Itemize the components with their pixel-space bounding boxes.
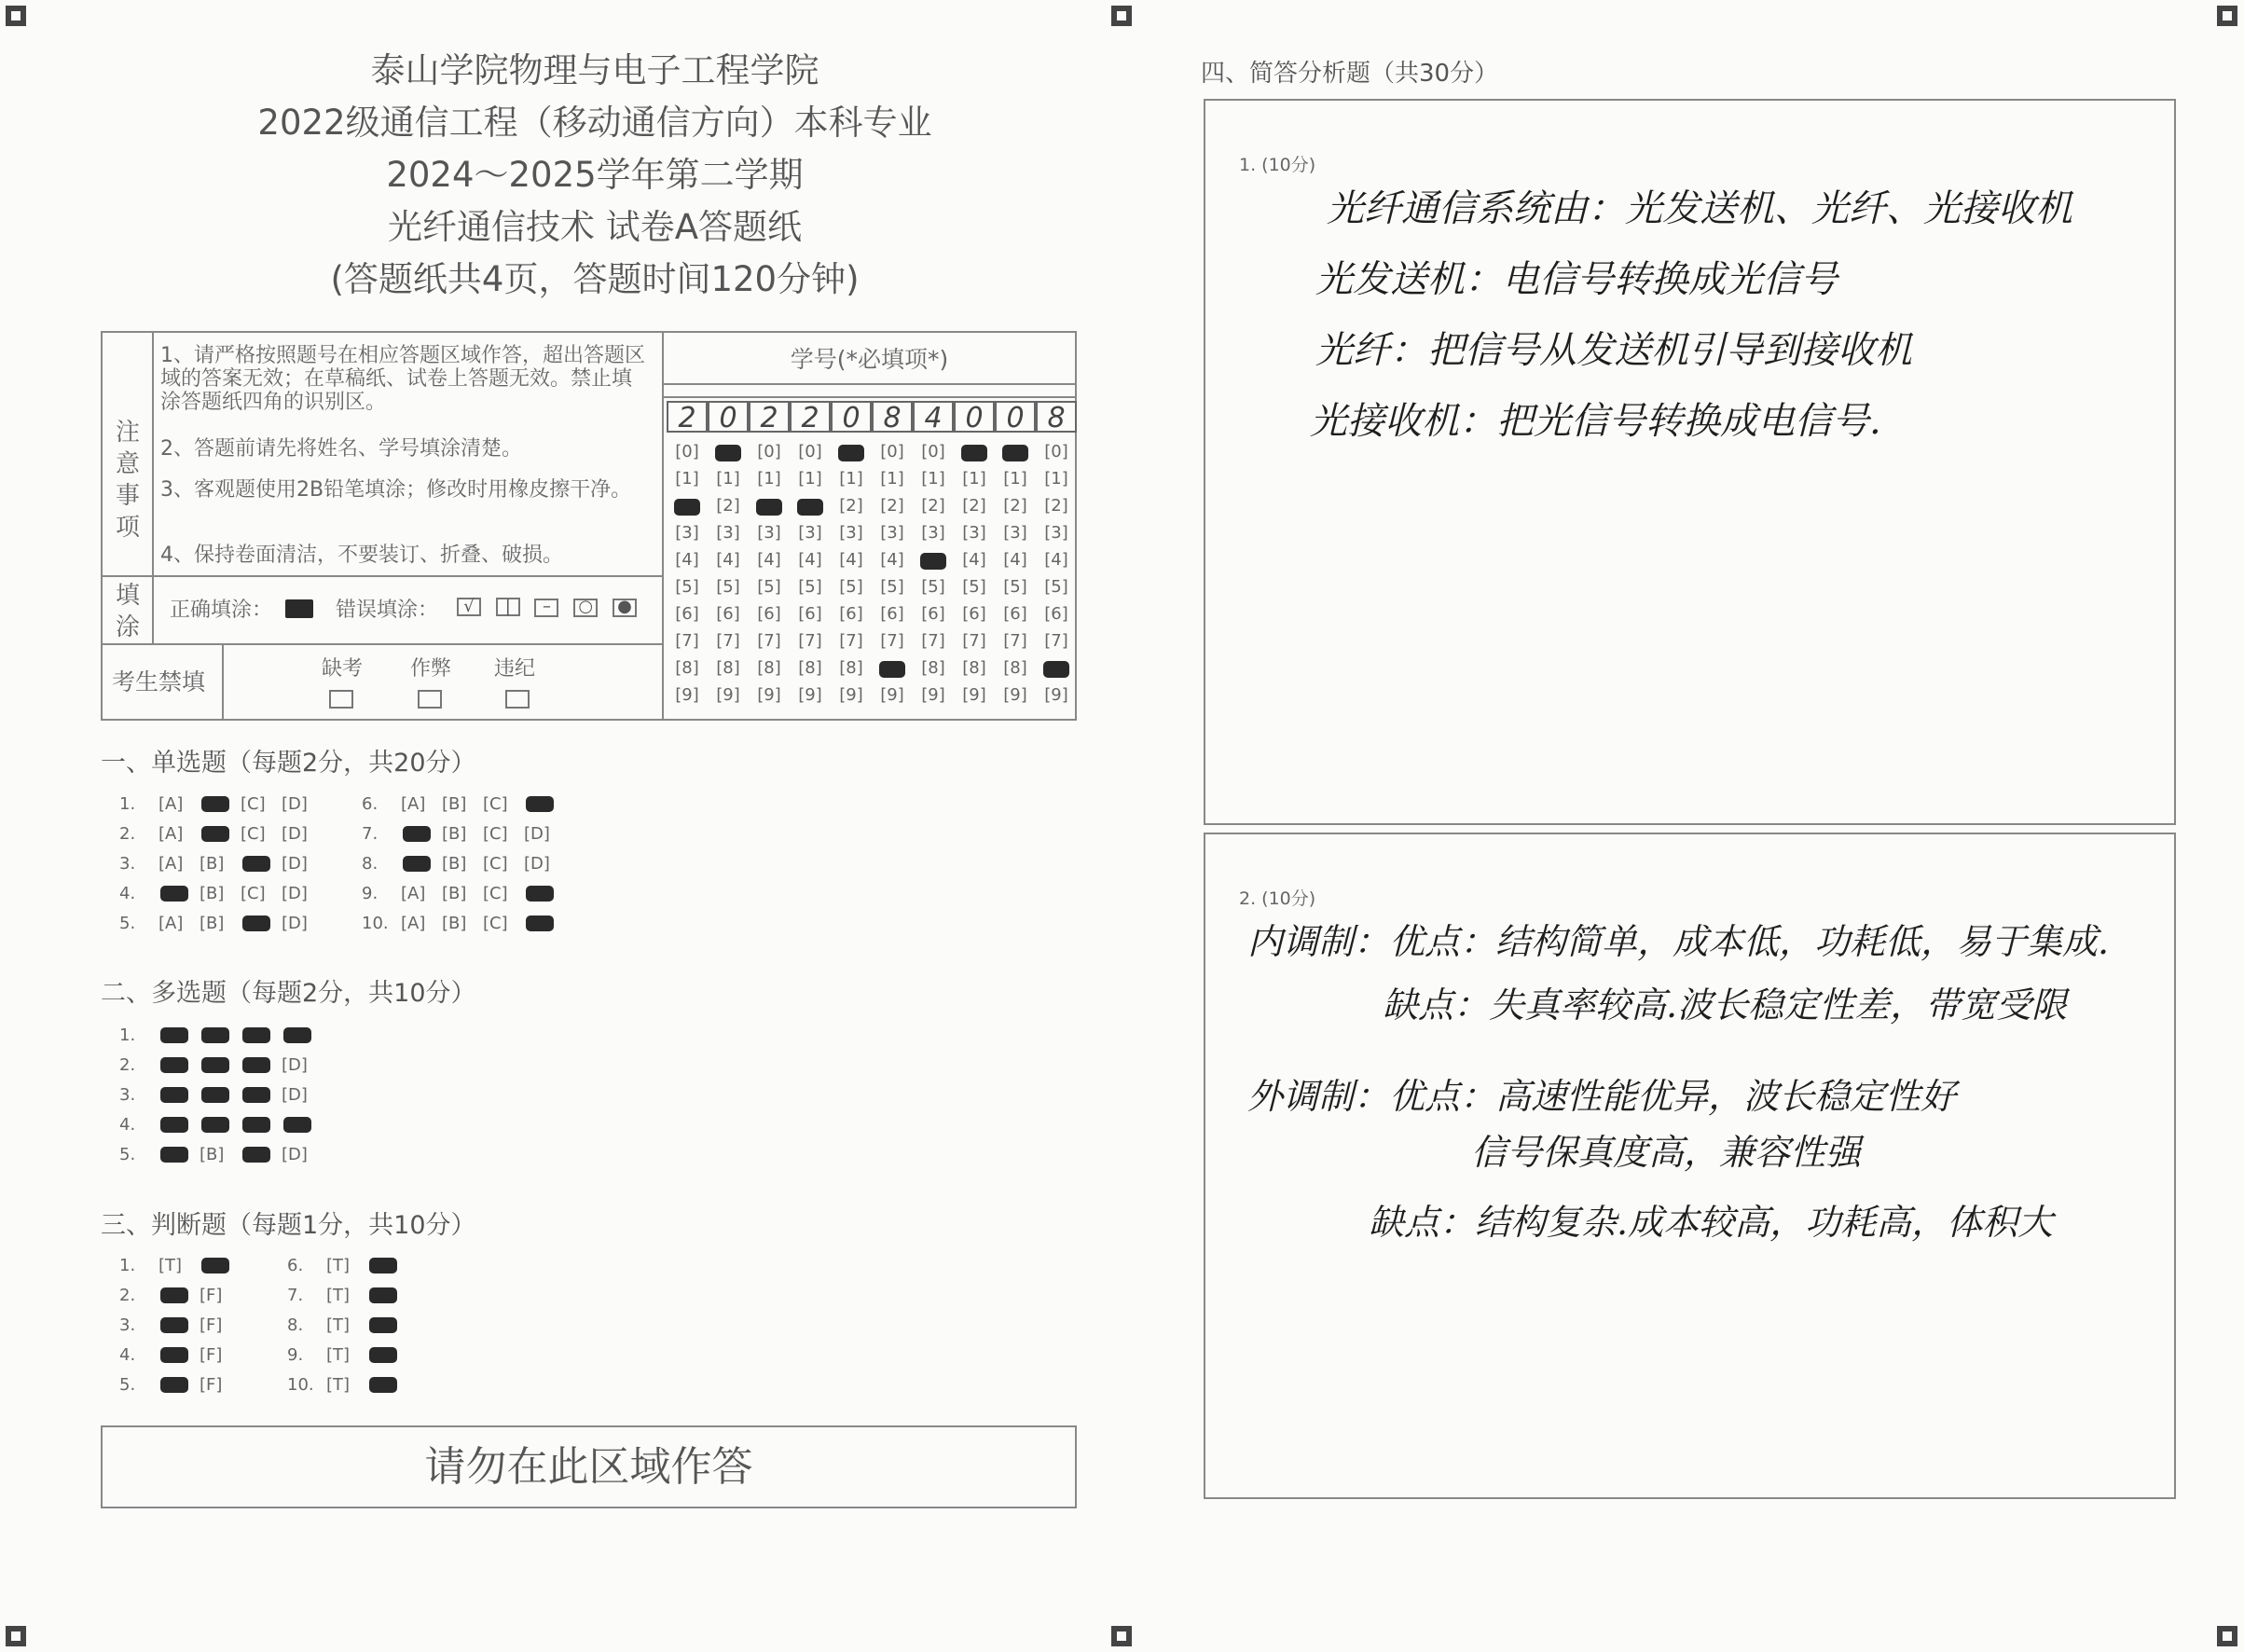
question-number: 9. [287, 1345, 304, 1365]
student-id-digit: 0 [954, 401, 995, 433]
q2-points: 2. (10分) [1239, 888, 1316, 909]
question-number: 7. [287, 1286, 304, 1305]
student-id-bubble[interactable]: [3] [798, 523, 822, 543]
student-id-bubble[interactable]: [1] [716, 469, 740, 489]
answer-bubble[interactable]: [T] [158, 1256, 183, 1275]
answer-bubble-filled[interactable] [160, 1027, 188, 1043]
answer-bubble[interactable]: [T] [326, 1345, 351, 1365]
fill-label: 填涂 [115, 582, 140, 641]
answer-bubble-filled[interactable] [242, 1147, 270, 1163]
answer-bubble[interactable]: [F] [200, 1315, 223, 1335]
answer-bubble-filled[interactable] [160, 1377, 188, 1393]
student-id-bubble[interactable]: [5] [839, 577, 863, 597]
student-id-bubble[interactable]: [6] [757, 604, 781, 624]
student-id-bubble[interactable]: [5] [798, 577, 822, 597]
q1-line-2: 光发送机：电信号转换成光信号 [1315, 258, 1838, 301]
student-id-bubble[interactable]: [7] [757, 631, 781, 651]
answer-bubble[interactable]: [B] [442, 854, 467, 874]
student-id-bubble[interactable]: [9] [839, 685, 863, 705]
answer-bubble[interactable]: [D] [282, 1145, 308, 1164]
answer-bubble[interactable]: [B] [200, 854, 225, 874]
answer-bubble-filled[interactable] [160, 1117, 188, 1133]
question-number: 6. [287, 1256, 304, 1275]
student-id-bubble[interactable]: [2] [1003, 496, 1027, 516]
answer-bubble-filled[interactable] [160, 1287, 188, 1303]
correct-fill-sample [285, 599, 313, 618]
header-exam: 光纤通信技术 试卷A答题纸 [387, 207, 803, 247]
answer-bubble-filled[interactable] [201, 1057, 229, 1073]
student-id-bubble[interactable]: [7] [880, 631, 904, 651]
answer-bubble[interactable]: [A] [158, 914, 184, 933]
answer-bubble-filled[interactable] [369, 1287, 397, 1303]
question-number: 2. [119, 1286, 136, 1305]
question-number: 5. [119, 914, 136, 933]
answer-bubble-filled[interactable] [201, 1087, 229, 1103]
question-number: 3. [119, 854, 136, 874]
question-number: 2. [119, 824, 136, 844]
student-id-title: 学号(*必填项*) [790, 346, 949, 373]
answer-bubble[interactable]: [B] [442, 914, 467, 933]
notice-item-4: 4、保持卷面清洁，不要装订、折叠、破损。 [160, 544, 563, 567]
correct-fill-label: 正确填涂： [170, 599, 273, 622]
student-id-bubble[interactable]: [7] [921, 631, 945, 651]
notice-item-3: 3、客观题使用2B铅笔填涂；修改时用橡皮擦干净。 [160, 478, 632, 502]
notice-item-2: 2、答题前请先将姓名、学号填涂清楚。 [160, 437, 522, 461]
answer-bubble[interactable]: [D] [282, 914, 308, 933]
student-id-bubble[interactable]: [8] [675, 658, 699, 678]
answer-bubble-filled[interactable] [201, 1117, 229, 1133]
student-id-bubble-filled[interactable] [879, 661, 905, 678]
answer-bubble[interactable]: [T] [326, 1286, 351, 1305]
answer-bubble-filled[interactable] [526, 915, 554, 931]
answer-bubble-filled[interactable] [201, 826, 229, 842]
question-number: 5. [119, 1145, 136, 1164]
student-id-bubble[interactable]: [1] [1044, 469, 1068, 489]
question-number: 8. [287, 1315, 304, 1335]
q2-line-4: 信号保真度高，兼容性强 [1471, 1132, 1862, 1173]
student-id-bubble[interactable]: [6] [798, 604, 822, 624]
answer-bubble-filled[interactable] [403, 856, 431, 872]
student-id-bubble[interactable]: [6] [716, 604, 740, 624]
student-id-bubble-filled[interactable] [797, 499, 823, 516]
short-answer-title: 四、简答分析题（共30分） [1201, 60, 1499, 88]
registration-mark [2217, 1626, 2237, 1646]
answer-bubble-filled[interactable] [201, 796, 229, 812]
answer-bubble[interactable]: [F] [200, 1375, 223, 1395]
student-id-bubble[interactable]: [6] [962, 604, 986, 624]
answer-bubble-filled[interactable] [242, 1087, 270, 1103]
student-id-bubble[interactable]: [1] [798, 469, 822, 489]
circle-icon: ○ [573, 599, 598, 617]
q2-line-5: 缺点：结构复杂.成本较高，功耗高，体积大 [1369, 1202, 2054, 1243]
flag-absent: 缺考 [322, 657, 364, 681]
student-id-bubble[interactable]: [8] [921, 658, 945, 678]
answer-bubble-filled[interactable] [160, 1057, 188, 1073]
answer-bubble-filled[interactable] [369, 1347, 397, 1363]
student-id-bubble[interactable]: [2] [839, 496, 863, 516]
question-number: 4. [119, 1345, 136, 1365]
answer-bubble-filled[interactable] [160, 1317, 188, 1333]
answer-bubble-filled[interactable] [242, 915, 270, 931]
answer-bubble-filled[interactable] [283, 1117, 311, 1133]
student-id-bubble[interactable]: [6] [921, 604, 945, 624]
student-id-bubble[interactable]: [8] [839, 658, 863, 678]
q2-line-2: 缺点：失真率较高.波长稳定性差，带宽受限 [1383, 984, 2068, 1026]
notice-label: 注意事项 [115, 419, 140, 542]
dash-icon: – [534, 599, 558, 617]
answer-bubble[interactable]: [C] [483, 884, 508, 903]
student-id-bubble[interactable]: [2] [1044, 496, 1068, 516]
answer-bubble[interactable]: [B] [442, 824, 467, 844]
student-id-bubble[interactable]: [1] [921, 469, 945, 489]
student-id-bubble[interactable]: [2] [921, 496, 945, 516]
student-id-digit: 2 [667, 401, 708, 433]
answer-bubble[interactable]: [C] [241, 794, 266, 814]
student-id-bubble-filled[interactable] [715, 445, 741, 461]
student-id-bubble[interactable]: [0] [757, 442, 781, 461]
student-id-digit: 0 [831, 401, 872, 433]
answer-bubble-filled[interactable] [369, 1258, 397, 1273]
student-id-digit: 8 [872, 401, 913, 433]
answer-bubble[interactable]: [B] [200, 884, 225, 903]
student-id-bubble[interactable]: [5] [716, 577, 740, 597]
question-number: 9. [362, 884, 379, 903]
judge-title: 三、判断题（每题1分，共10分） [101, 1211, 476, 1240]
answer-bubble[interactable]: [B] [442, 794, 467, 814]
answer-bubble[interactable]: [D] [524, 824, 550, 844]
student-id-bubble[interactable]: [1] [1003, 469, 1027, 489]
student-id-bubble[interactable]: [3] [716, 523, 740, 543]
q1-line-1: 光纤通信系统由：光发送机、光纤、光接收机 [1327, 187, 2072, 230]
student-id-bubble[interactable]: [6] [880, 604, 904, 624]
answer-bubble-filled[interactable] [160, 1347, 188, 1363]
q1-line-4: 光接收机：把光信号转换成电信号. [1310, 400, 1881, 443]
header-note: (答题纸共4页，答题时间120分钟) [330, 259, 860, 299]
student-id-bubble[interactable]: [4] [839, 550, 863, 570]
answer-bubble-filled[interactable] [403, 826, 431, 842]
answer-bubble[interactable]: [C] [483, 794, 508, 814]
student-id-bubble[interactable]: [2] [880, 496, 904, 516]
answer-bubble-filled[interactable] [242, 1057, 270, 1073]
student-id-bubble-filled[interactable] [756, 499, 782, 516]
student-id-digit: 0 [708, 401, 749, 433]
registration-mark [1111, 1626, 1132, 1646]
student-id-bubble[interactable]: [2] [962, 496, 986, 516]
student-id-bubble[interactable]: [0] [1044, 442, 1068, 461]
student-id-bubble[interactable]: [5] [962, 577, 986, 597]
student-id-digit: 2 [790, 401, 831, 433]
student-id-bubble[interactable]: [5] [757, 577, 781, 597]
student-id-bubble[interactable]: [7] [716, 631, 740, 651]
wrong-fill-samples [457, 597, 637, 617]
student-id-bubble[interactable]: [9] [757, 685, 781, 705]
student-id-bubble[interactable]: [8] [1003, 658, 1027, 678]
student-id-bubble[interactable]: [4] [675, 550, 699, 570]
dot-icon: ● [613, 599, 637, 617]
student-id-bubble[interactable]: [9] [1003, 685, 1027, 705]
answer-bubble-filled[interactable] [160, 1087, 188, 1103]
student-id-bubble[interactable]: [1] [757, 469, 781, 489]
forbid-label: 考生禁填 [112, 668, 206, 695]
question-number: 10. [362, 914, 389, 933]
student-id-bubble[interactable]: [5] [675, 577, 699, 597]
single-choice-title: 一、单选题（每题2分，共20分） [101, 749, 476, 778]
answer-bubble-filled[interactable] [160, 1147, 188, 1163]
q2-line-3: 外调制：优点：高速性能优异，波长稳定性好 [1247, 1076, 1957, 1117]
student-id-bubble[interactable]: [0] [880, 442, 904, 461]
registration-mark [6, 6, 26, 26]
student-id-bubble[interactable]: [1] [962, 469, 986, 489]
student-id-bubble[interactable]: [4] [1044, 550, 1068, 570]
student-id-bubble[interactable]: [7] [1044, 631, 1068, 651]
answer-bubble[interactable]: [T] [326, 1256, 351, 1275]
wrong-fill-label: 错误填涂： [336, 599, 439, 622]
answer-bubble[interactable]: [B] [200, 1145, 225, 1164]
student-id-bubble[interactable]: [4] [716, 550, 740, 570]
answer-bubble[interactable]: [F] [200, 1286, 223, 1305]
notice-item-1: 1、请严格按照题号在相应答题区域作答，超出答题区域的答案无效；在草稿纸、试卷上答题无效。禁止填涂答题纸四角的识别区。 [160, 344, 645, 414]
student-id-bubble[interactable]: [7] [962, 631, 986, 651]
q1-points: 1. (10分) [1239, 155, 1316, 175]
student-id-bubble[interactable]: [4] [1003, 550, 1027, 570]
student-id-bubble[interactable]: [8] [757, 658, 781, 678]
answer-bubble-filled[interactable] [369, 1317, 397, 1333]
answer-box-q1 [1204, 99, 2176, 825]
student-id-digit: 2 [749, 401, 790, 433]
question-number: 1. [119, 1026, 136, 1045]
answer-bubble[interactable]: [A] [158, 824, 184, 844]
header-term: 2024～2025学年第二学期 [386, 155, 804, 195]
student-id-bubble[interactable]: [1] [675, 469, 699, 489]
question-number: 2. [119, 1055, 136, 1075]
question-number: 4. [119, 1115, 136, 1135]
student-id-bubble[interactable]: [7] [1003, 631, 1027, 651]
student-id-bubble[interactable]: [9] [716, 685, 740, 705]
q1-line-3: 光纤：把信号从发送机引导到接收机 [1315, 329, 1912, 372]
student-id-bubble[interactable]: [6] [1003, 604, 1027, 624]
answer-bubble-filled[interactable] [201, 1258, 229, 1273]
student-id-bubble[interactable]: [6] [675, 604, 699, 624]
student-id-bubble[interactable]: [3] [962, 523, 986, 543]
answer-bubble[interactable]: [D] [282, 1055, 308, 1075]
answer-bubble-filled[interactable] [160, 886, 188, 902]
flag-absent-checkbox[interactable] [329, 690, 353, 709]
student-id-bubble[interactable]: [4] [757, 550, 781, 570]
answer-bubble[interactable]: [F] [200, 1345, 223, 1365]
flag-cheat: 作弊 [410, 657, 452, 681]
answer-bubble[interactable]: [A] [401, 914, 426, 933]
answer-bubble-filled[interactable] [526, 796, 554, 812]
answer-bubble-filled[interactable] [283, 1027, 311, 1043]
answer-bubble[interactable]: [C] [483, 854, 508, 874]
answer-bubble[interactable]: [A] [158, 794, 184, 814]
student-id-bubble[interactable]: [8] [798, 658, 822, 678]
student-id-bubble[interactable]: [8] [716, 658, 740, 678]
answer-bubble[interactable]: [D] [282, 884, 308, 903]
forbidden-zone: 请勿在此区域作答 [101, 1425, 1077, 1508]
answer-bubble[interactable]: [A] [401, 794, 426, 814]
registration-mark [1111, 6, 1132, 26]
student-id-bubble[interactable]: [3] [1003, 523, 1027, 543]
answer-bubble-filled[interactable] [526, 886, 554, 902]
student-id-bubble[interactable]: [4] [798, 550, 822, 570]
student-id-bubble[interactable]: [6] [1044, 604, 1068, 624]
answer-bubble[interactable]: [D] [524, 854, 550, 874]
answer-bubble-filled[interactable] [369, 1377, 397, 1393]
student-id-bubble[interactable]: [5] [1044, 577, 1068, 597]
question-number: 6. [362, 794, 379, 814]
answer-bubble-filled[interactable] [242, 856, 270, 872]
answer-bubble[interactable]: [C] [483, 914, 508, 933]
question-number: 8. [362, 854, 379, 874]
student-id-bubble[interactable]: [3] [880, 523, 904, 543]
student-id-bubble-filled[interactable] [838, 445, 864, 461]
answer-bubble[interactable]: [T] [326, 1315, 351, 1335]
registration-mark [2217, 6, 2237, 26]
answer-bubble[interactable]: [C] [241, 824, 266, 844]
student-id-bubble[interactable]: [0] [921, 442, 945, 461]
student-id-bubble[interactable]: [9] [798, 685, 822, 705]
multi-choice-title: 二、多选题（每题2分，共10分） [101, 979, 476, 1008]
student-id-bubble[interactable]: [0] [675, 442, 699, 461]
answer-bubble[interactable]: [C] [241, 884, 266, 903]
flag-cheat-checkbox[interactable] [418, 690, 442, 709]
answer-bubble[interactable]: [D] [282, 824, 308, 844]
student-id-bubble[interactable]: [3] [921, 523, 945, 543]
student-id-bubble[interactable]: [1] [839, 469, 863, 489]
student-id-bubble[interactable]: [3] [839, 523, 863, 543]
answer-bubble-filled[interactable] [242, 1117, 270, 1133]
student-id-bubble-filled[interactable] [1002, 445, 1028, 461]
student-id-bubble[interactable]: [9] [921, 685, 945, 705]
student-id-bubble[interactable]: [2] [716, 496, 740, 516]
student-id-bubble[interactable]: [6] [839, 604, 863, 624]
question-number: 7. [362, 824, 379, 844]
q2-line-1: 内调制：优点：结构简单，成本低，功耗低，易于集成. [1247, 921, 2110, 962]
student-id-bubble[interactable]: [9] [1044, 685, 1068, 705]
student-id-bubble[interactable]: [4] [962, 550, 986, 570]
student-id-bubble[interactable]: [9] [675, 685, 699, 705]
student-id-bubble[interactable]: [7] [798, 631, 822, 651]
student-id-digit: 4 [913, 401, 954, 433]
question-number: 1. [119, 1256, 136, 1275]
header-major: 2022级通信工程（移动通信方向）本科专业 [257, 103, 932, 143]
flag-violation: 违纪 [494, 657, 536, 681]
student-id-bubble-filled[interactable] [920, 553, 946, 570]
student-id-bubble[interactable]: [5] [1003, 577, 1027, 597]
student-id-bubble-filled[interactable] [674, 499, 700, 516]
student-id-digit: 0 [995, 401, 1036, 433]
student-id-digit: 8 [1036, 401, 1077, 433]
answer-bubble[interactable]: [B] [200, 914, 225, 933]
question-number: 3. [119, 1315, 136, 1335]
student-id-bubble[interactable]: [3] [1044, 523, 1068, 543]
answer-bubble-filled[interactable] [201, 1027, 229, 1043]
answer-bubble[interactable]: [D] [282, 854, 308, 874]
question-number: 3. [119, 1085, 136, 1105]
student-id-bubble[interactable]: [3] [757, 523, 781, 543]
answer-bubble[interactable]: [B] [442, 884, 467, 903]
answer-bubble[interactable]: [A] [158, 854, 184, 874]
student-id-bubble[interactable]: [0] [798, 442, 822, 461]
question-number: 5. [119, 1375, 136, 1395]
check-icon: √ [457, 598, 481, 616]
student-id-bubble[interactable]: [9] [880, 685, 904, 705]
student-id-bubble[interactable]: [7] [675, 631, 699, 651]
student-id-bubble[interactable]: [7] [839, 631, 863, 651]
student-id-bubble[interactable]: [9] [962, 685, 986, 705]
answer-bubble-filled[interactable] [242, 1027, 270, 1043]
registration-mark [6, 1626, 26, 1646]
answer-bubble[interactable]: [D] [282, 794, 308, 814]
answer-bubble[interactable]: [A] [401, 884, 426, 903]
student-id-bubble-filled[interactable] [1043, 661, 1069, 678]
answer-box-q2 [1204, 833, 2176, 1499]
question-number: 4. [119, 884, 136, 903]
question-number: 10. [287, 1375, 314, 1395]
bar-icon: | [496, 598, 520, 616]
flag-violation-checkbox[interactable] [505, 690, 530, 709]
answer-bubble[interactable]: [D] [282, 1085, 308, 1105]
header-school: 泰山学院物理与电子工程学院 [370, 50, 819, 90]
student-id-bubble[interactable]: [5] [880, 577, 904, 597]
student-id-bubble[interactable]: [3] [675, 523, 699, 543]
student-id-bubble[interactable]: [4] [880, 550, 904, 570]
student-id-bubble[interactable]: [1] [880, 469, 904, 489]
answer-bubble[interactable]: [T] [326, 1375, 351, 1395]
answer-bubble[interactable]: [C] [483, 824, 508, 844]
question-number: 1. [119, 794, 136, 814]
student-id-bubble-filled[interactable] [961, 445, 987, 461]
student-id-bubble[interactable]: [8] [962, 658, 986, 678]
student-id-bubble[interactable]: [5] [921, 577, 945, 597]
